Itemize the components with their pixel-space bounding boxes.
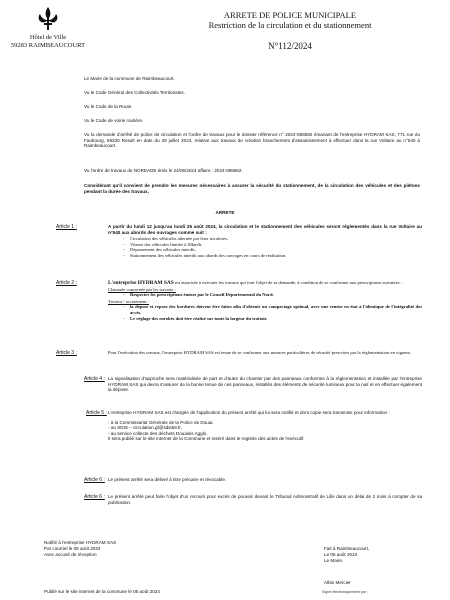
list-item: - Circulation des véhicules alternée par feux tricolores, xyxy=(130,236,422,242)
article-5-recipients xyxy=(108,420,422,437)
article-6-text: Le présent arrêté sera délivré à titre précaire et révocable. xyxy=(108,477,227,482)
signer-name: Albin Mercier xyxy=(324,580,351,585)
article-7-label: Article 6 : xyxy=(84,494,105,500)
list-item: - au service collecte des déchets Douaisis Agglo. xyxy=(108,430,208,436)
article-1-body xyxy=(108,224,422,259)
list-item: - la dépose et repose des bordures doivent être faites afin d'obtenir un compactage optimal, avec une remise en état à l'identique de l'intégralité des accès. xyxy=(130,304,422,315)
arrete-heading: ARRETE xyxy=(215,210,235,215)
notif-line-2: Par courriel le 05 août 2024 xyxy=(44,545,101,551)
article-5-body xyxy=(108,410,422,442)
article-2-lead: L'entreprise HYDRAM SAS xyxy=(108,280,174,286)
publication-line: Publié sur le site internet de la commune le 05 août 2024 xyxy=(44,589,160,594)
article-7-text: Le présent arrêté peut faire l'objet d'un recours pour excès de pouvoir devant le Tribunal Administratif de Lille dans un délai de 2 mois à compter de sa publication. xyxy=(108,494,422,505)
article-5-text: L'entreprise HYDRAM SAS est chargée de l'application du présent arrêté qui lui sera notifié et dont copie sera transmise pour information : xyxy=(108,410,390,415)
date-line: Le 05 août 2024 xyxy=(324,551,358,557)
town-address: 59283 RAIMBEAUCOURT xyxy=(10,42,86,49)
vu-line-1: Vu le Code Général des Collectivités Territoriales. xyxy=(84,90,185,95)
notif-line-3: Avec accusé de réception xyxy=(44,551,97,557)
vu-line-5: Vu l'ordre de travaux de NOREADE émis le 24/06/2024 affaire : 2024-088582. xyxy=(84,168,243,173)
fait-line: Fait à Raimbeaucourt, xyxy=(324,546,370,551)
article-6-label: Article 6 : xyxy=(84,477,105,483)
article-2-label: Article 2 : xyxy=(56,280,77,286)
article-3-text: Pour l'exécution des travaux, l'entreprise HYDRAM SAS est tenue de se conformer aux mesures particulières de sécurité prescrites par la réglementation en vigueur. xyxy=(108,350,411,355)
notification-block xyxy=(44,540,116,557)
town-hall-block xyxy=(0,34,96,50)
article-2-text: est autorisée à exécuter les travaux qui font l'objet de sa demande, à condition de se conformer aux prescriptions suivantes : xyxy=(174,280,402,285)
vu-line-3: Vu le Code de voirie routière. xyxy=(84,118,144,123)
list-item: - Dépassement des véhicules interdit, xyxy=(130,247,422,253)
maire-line: Le Maire de la commune de Raimbeaucourt. xyxy=(84,76,175,81)
town-hall-label: Hôtel de Ville xyxy=(29,34,67,41)
document-title xyxy=(150,10,430,30)
article-5-label: Article 5 : xyxy=(86,410,107,416)
vu-line-4: Vu la demande d'arrêté de police de circulation et l'ordre de travaux pour le dossier référence n° 2024-088582 émanant de l'entreprise HYDRAM SAS, 771 rue du Faubourg, 59230 Rosult en date du 29 juillet 2024, relative aux travaux de création branchement d'assainissement à effectuer dans la rue Voltaire au n°540 à Raimbeaucourt. xyxy=(84,132,420,149)
list-item: - Stationnement des véhicules interdit aux abords des ouvrages en cours de réalisation. xyxy=(130,253,422,259)
signature-block xyxy=(324,546,369,563)
fleur-de-lis-logo xyxy=(36,6,60,32)
electronic-signature-note: Signé électroniquement par : xyxy=(322,590,368,594)
article-1-list xyxy=(108,236,422,258)
trottoir-list xyxy=(108,304,422,321)
article-2-body xyxy=(108,280,422,321)
chaussee-title: Chaussée concernée par les travaux : xyxy=(108,286,176,292)
list-item: - au SDIS – circulation.gf@sdis59.fr, xyxy=(108,425,182,431)
decree-number: N°112/2024 xyxy=(268,41,312,51)
list-item: - Respecter les prescriptions émises par le Conseil Départemental du Nord. xyxy=(130,292,422,298)
title-line-2: Restriction de la circulation et du stationnement xyxy=(208,20,372,30)
maire-title: Le Maire, xyxy=(324,557,344,563)
chaussee-list xyxy=(108,292,422,298)
article-2-para xyxy=(108,280,422,287)
list-item: - Vitesse des véhicules limitée à 30km/h, xyxy=(130,242,422,248)
title-line-1: ARRETE DE POLICE MUNICIPALE xyxy=(223,10,357,20)
article-1-label: Article 1 : xyxy=(56,224,77,230)
article-4-label: Article 4 : xyxy=(84,376,105,382)
notif-line-1: Notifié à l'entreprise HYDRAM SAS xyxy=(44,540,117,545)
trottoir-title: Trottoir / accotement : xyxy=(108,298,150,304)
list-item: - à la Commissariat Générale de la Police de Douai, xyxy=(108,419,214,425)
article-1-text: A partir du lundi 12 jusqu'au lundi 26 août 2024, la circulation et le stationnement des véhicules seront réglementés dans la rue Voltaire au n°540 aux abords des ouvrages comme suit : xyxy=(108,224,422,235)
considerant: Considérant qu'il convient de prendre les mesures nécessaires à assurer la sécurité du stationnement, de la circulation des véhicules et des piétons pendant la durée des travaux, xyxy=(84,183,420,194)
article-5-affichage: Il sera publié sur le site internet de la Commune et inséré dans le registre des actes de l'exécutif. xyxy=(108,436,305,442)
article-3-label: Article 3 : xyxy=(56,350,77,356)
vu-line-2: Vu le Code de la Route. xyxy=(84,104,133,109)
article-4-text: La signalisation d'approche sera matérialisée de part et d'autre du chantier par des panneaux conformes à la réglementation et installée par l'entreprise HYDRAM SAS qui devra s'assurer de la bonne tenue de ces panneaux, installés des éléments de sécurité lumineux pour la nuit et en effectuer également la dépose. xyxy=(108,376,422,393)
list-item: - Le réglage des enrobés doit être réalisé sur toute la largeur du trottoir. xyxy=(130,316,422,322)
